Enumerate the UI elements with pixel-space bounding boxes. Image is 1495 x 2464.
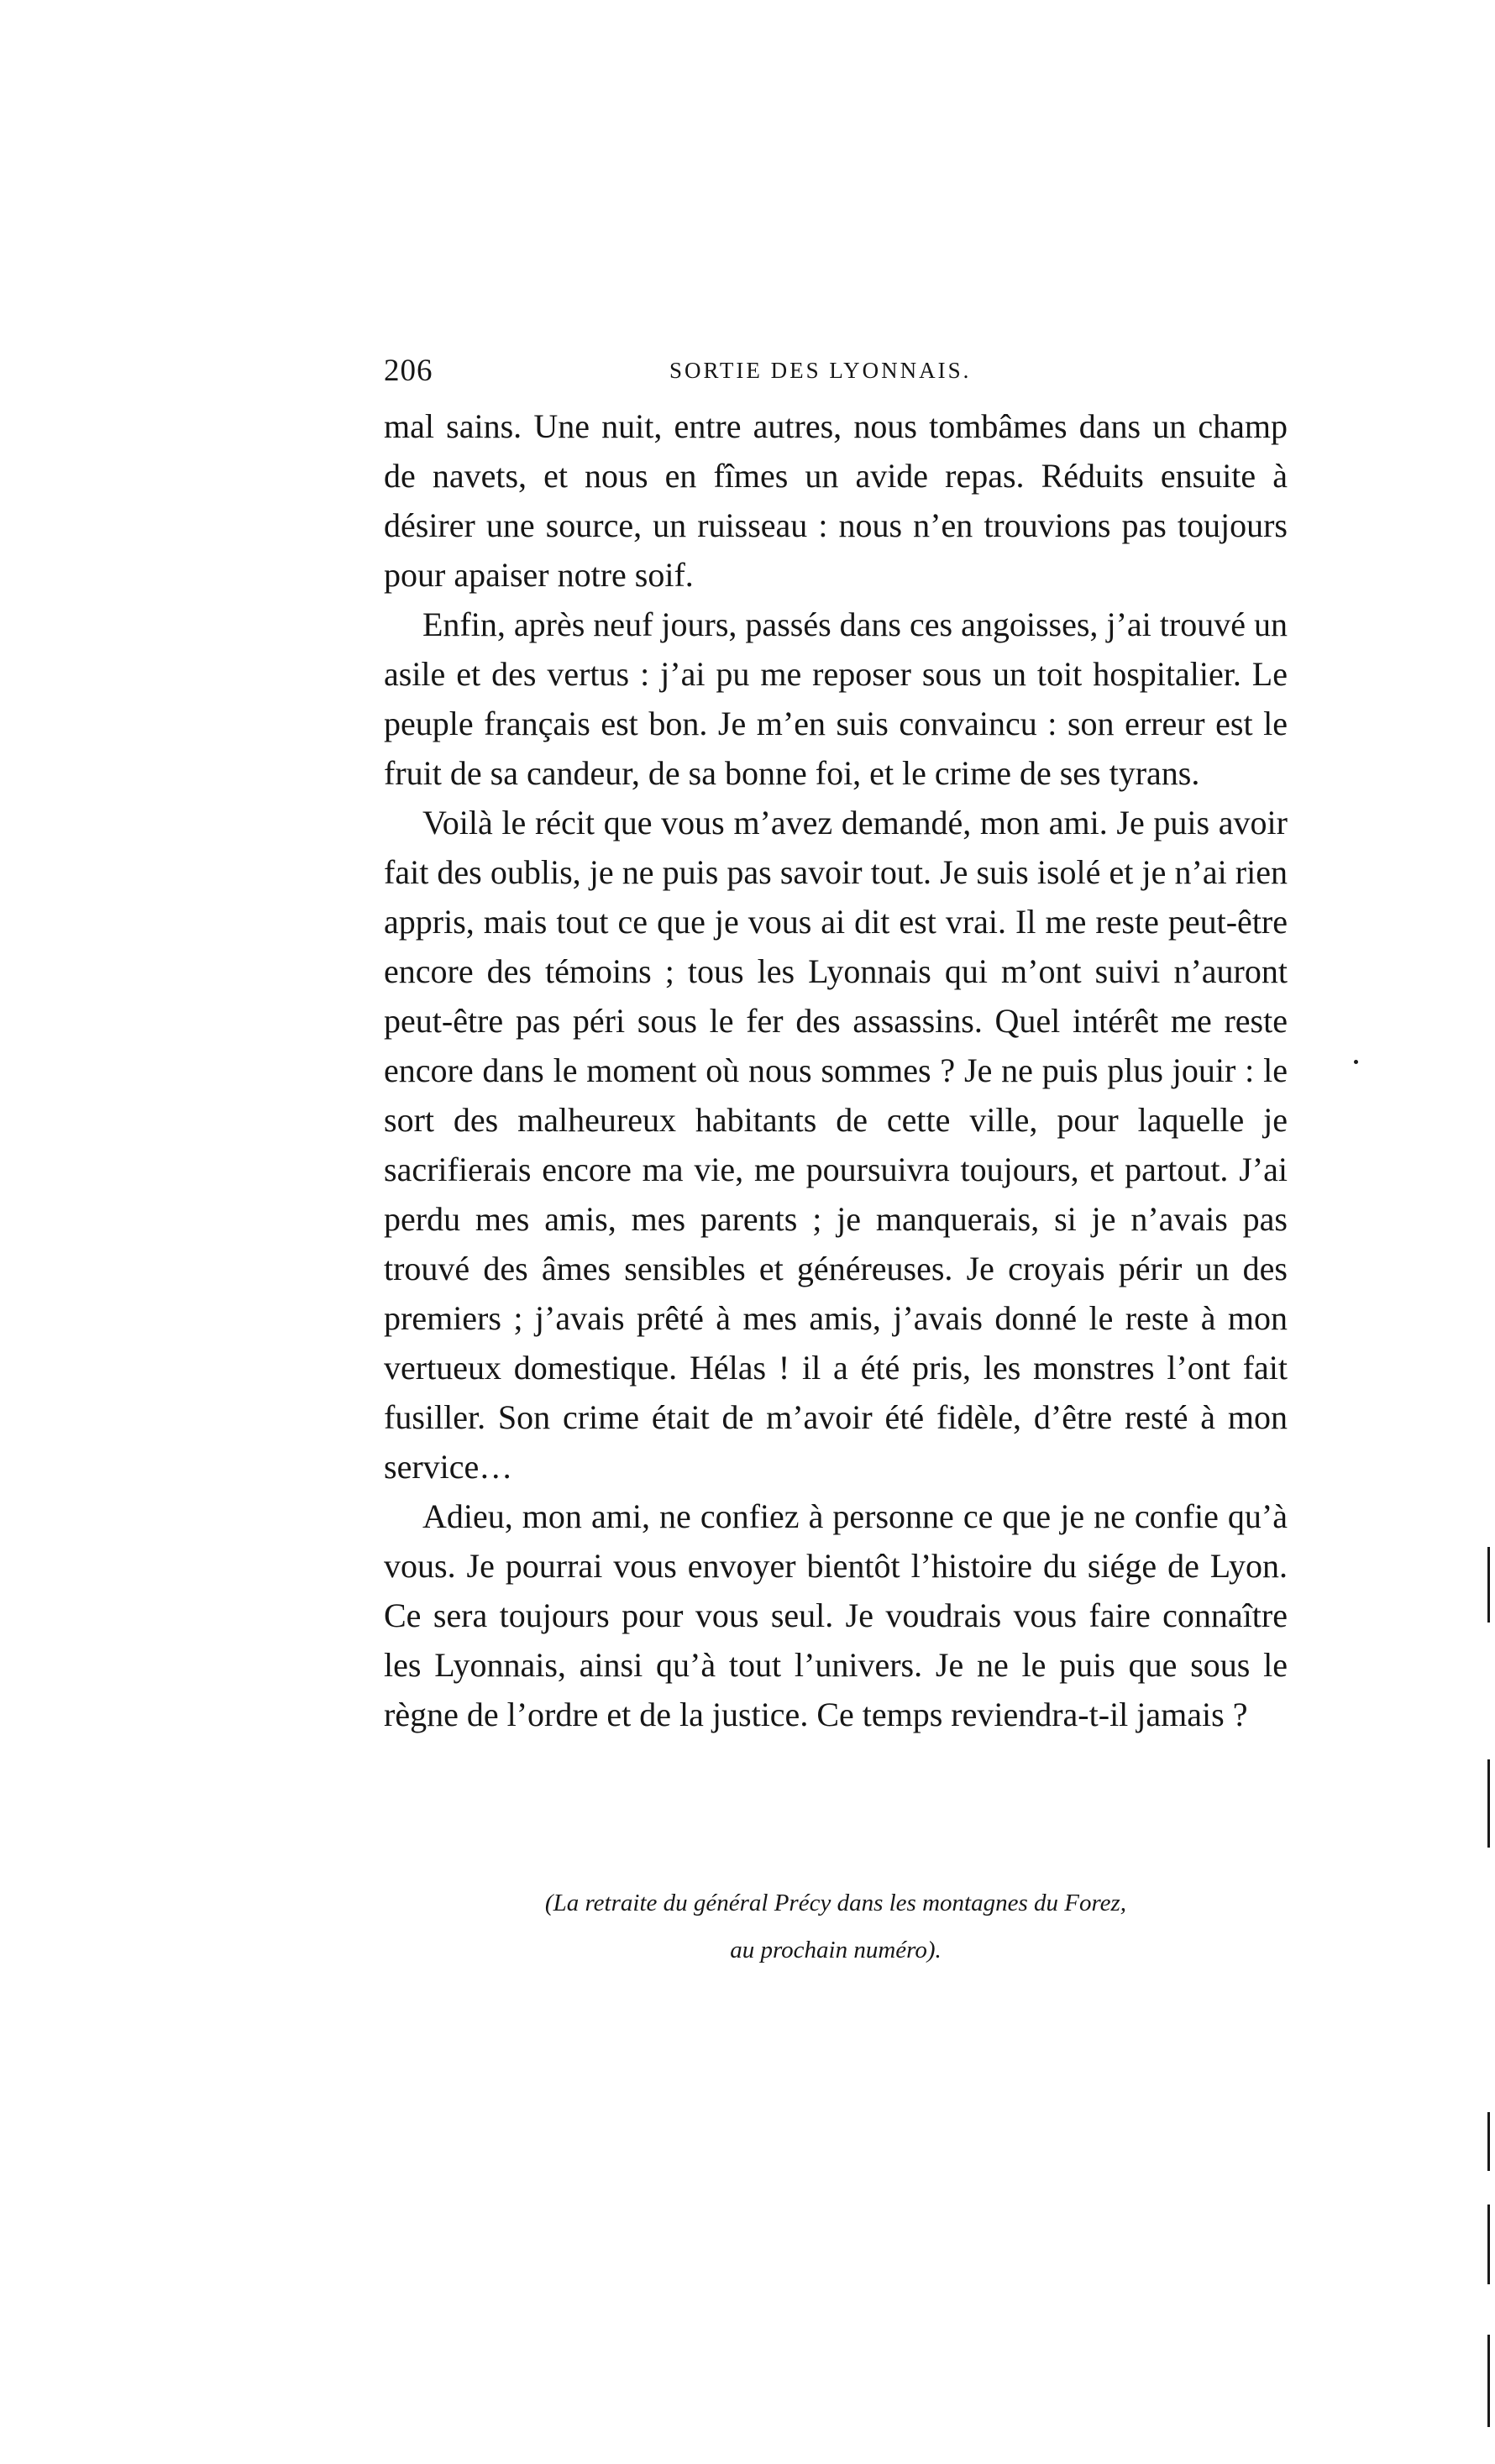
- scan-speck: [1487, 2204, 1490, 2284]
- running-title: SORTIE DES LYONNAIS.: [669, 358, 972, 383]
- scan-speck: [1487, 1759, 1490, 1848]
- scan-speck: [1487, 1547, 1490, 1623]
- scan-speck: [1487, 2112, 1490, 2171]
- paragraph-2: Enfin, après neuf jours, passés dans ces angoisses, j’ai trouvé un asile et des vertus : j’ai pu me reposer sous un toit hospitalier. Le peuple français est bon. Je m’en suis convaincu : son erreur est le fruit de sa candeur, de sa bonne foi, et le crime de ses tyrans.: [384, 606, 1288, 792]
- paragraph-1: mal sains. Une nuit, entre autres, nous tombâmes dans un champ de navets, et nous en fîmes un avide repas. Réduits ensuite à désirer une source, un ruisseau : nous n’en trouvions pas toujours pour apaiser notre soif.: [384, 407, 1288, 594]
- scan-speck: [1487, 2335, 1490, 2427]
- scan-speck: [1354, 1060, 1358, 1064]
- paragraph-3: Voilà le récit que vous m’avez demandé, mon ami. Je puis avoir fait des oublis, je ne puis pas savoir tout. Je suis isolé et je n’ai rien appris, mais tout ce que je vous ai dit est vrai. Il me reste peut-être encore des témoins ; tous les Lyonnais qui m’ont suivi n’auront peut-être pas péri sous le fer des assassins. Quel intérêt me reste encore dans le moment où nous sommes ? Je ne puis plus jouir : le sort des malheureux habitants de cette ville, pour laquelle je sacrifierais encore ma vie, me poursuivra toujours, et partout. J’ai perdu mes amis, mes parents ; je manquerais, si je n’avais pas trouvé des âmes sensibles et généreuses. Je croyais périr un des premiers ; j’avais prêté à mes amis, j’avais donné le reste à mon vertueux domestique. Hélas ! il a été pris, les monstres l’ont fait fusiller. Son crime était de m’avoir été fidèle, d’être resté à mon service…: [384, 804, 1288, 1486]
- page-number: 206: [384, 354, 433, 388]
- footnote-line-1: (La retraite du général Précy dans les montagnes du Forez,: [544, 1890, 1127, 1916]
- paragraph-4: Adieu, mon ami, ne confiez à personne ce que je ne confie qu’à vous. Je pourrai vous envoyer bientôt l’histoire du siége de Lyon. Ce sera toujours pour vous seul. Je voudrais vous faire connaître les Lyonnais, ainsi qu’à tout l’univers. Je ne le puis que sous le règne de l’ordre et de la justice. Ce temps reviendra-t-il jamais ?: [384, 1497, 1288, 1733]
- footnote-line-2: au prochain numéro).: [730, 1937, 942, 1963]
